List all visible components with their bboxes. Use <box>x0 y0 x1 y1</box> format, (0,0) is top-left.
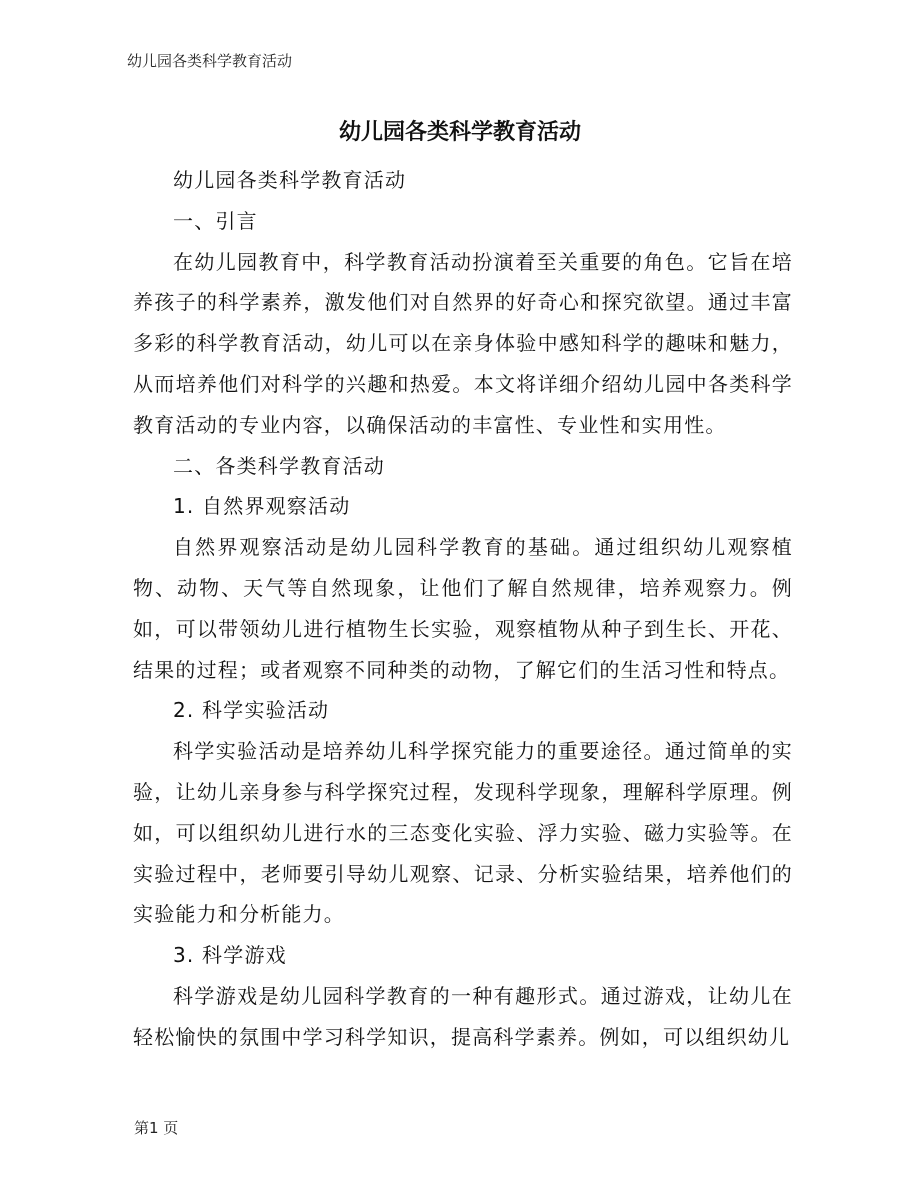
running-header: 幼儿园各类科学教育活动 <box>127 52 293 70</box>
subsection-heading: 3. 科学游戏 <box>173 943 287 968</box>
subsection-heading: 2. 科学实验活动 <box>173 698 330 723</box>
subtitle: 幼儿园各类科学教育活动 <box>173 168 407 192</box>
paragraph: 科学游戏是幼儿园科学教育的一种有趣形式。通过游戏，让幼儿在轻松愉快的氛围中学习科学知识，提高科学素养。例如，可以组织幼儿 <box>133 983 793 1049</box>
paragraph: 在幼儿园教育中，科学教育活动扮演着至关重要的角色。它旨在培养孩子的科学素养，激发他们对自然界的好奇心和探究欲望。通过丰富多彩的科学教育活动，幼儿可以在亲身体验中感知科学的趣味和魅力，从而培养他们对科学的兴趣和热爱。本文将详细介绍幼儿园中各类科学教育活动的专业内容，以确保活动的丰富性、专业性和实用性。 <box>133 249 793 437</box>
section-heading: 二、各类科学教育活动 <box>173 453 385 478</box>
document-body <box>133 160 793 1058</box>
paragraph: 自然界观察活动是幼儿园科学教育的基础。通过组织幼儿观察植物、动物、天气等自然现象，让他们了解自然规律，培养观察力。例如，可以带领幼儿进行植物生长实验，观察植物从种子到生长、开花、结果的过程；或者观察不同种类的动物，了解它们的生活习性和特点。 <box>133 535 793 682</box>
page-number: 第1 页 <box>134 1119 179 1137</box>
subsection-heading: 1. 自然界观察活动 <box>173 494 351 519</box>
document-title: 幼儿园各类科学教育活动 <box>338 120 581 145</box>
section-heading: 一、引言 <box>173 208 258 233</box>
paragraph: 科学实验活动是培养幼儿科学探究能力的重要途径。通过简单的实验，让幼儿亲身参与科学探究过程，发现科学现象，理解科学原理。例如，可以组织幼儿进行水的三态变化实验、浮力实验、磁力实验等。在实验过程中，老师要引导幼儿观察、记录、分析实验结果，培养他们的实验能力和分析能力。 <box>133 739 793 927</box>
